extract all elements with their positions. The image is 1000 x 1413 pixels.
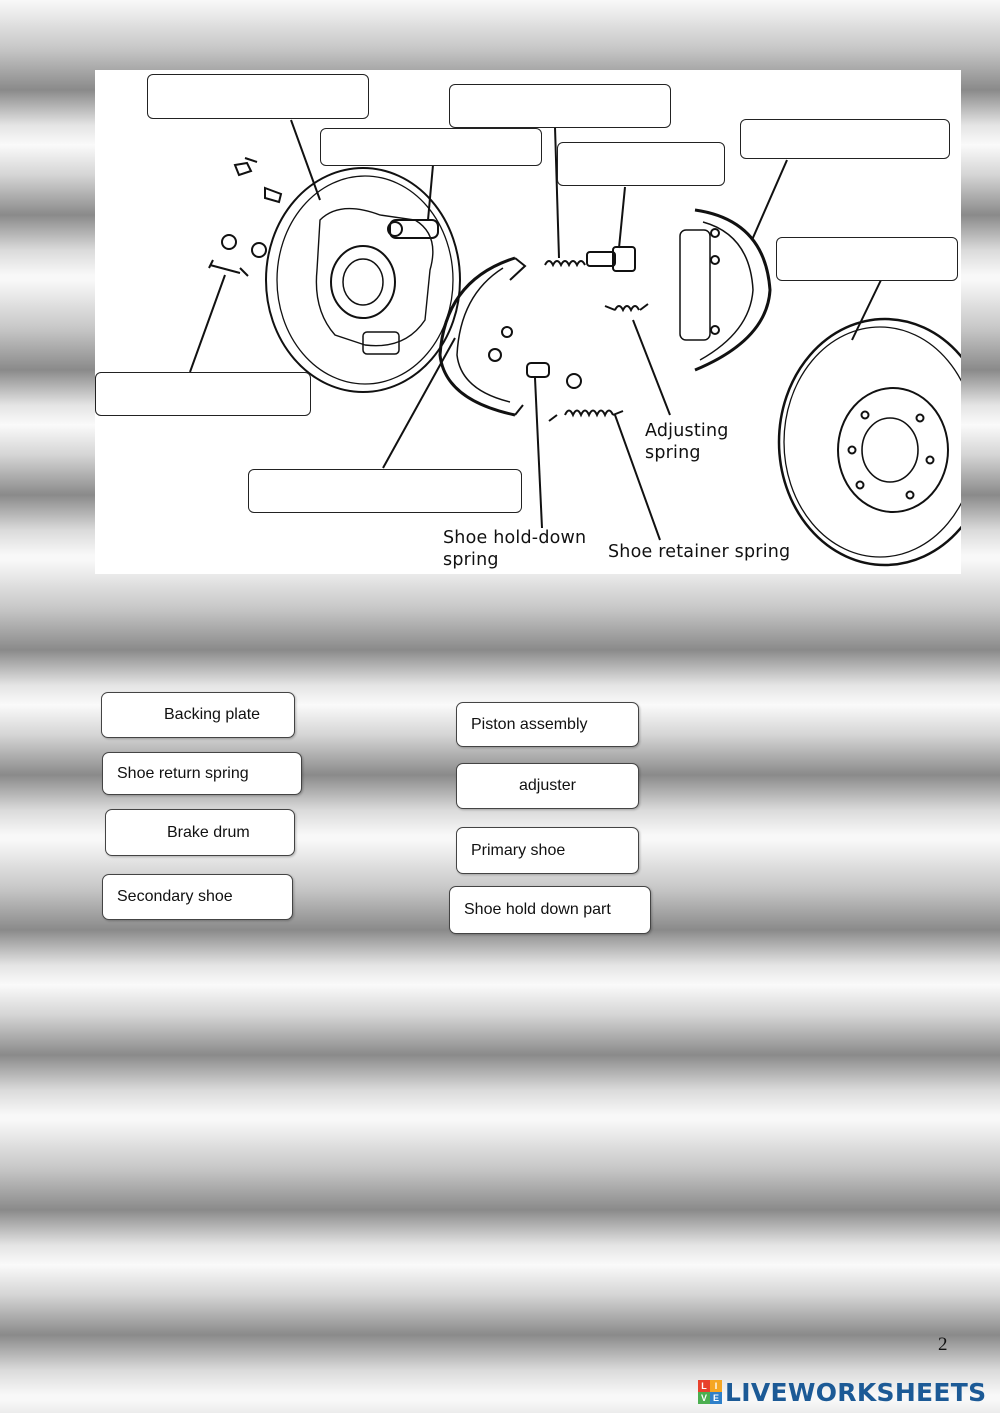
- answer-option-shoe-hold-down-part[interactable]: [449, 886, 651, 934]
- answer-option-label: Shoe hold down part: [464, 901, 611, 918]
- brand-name: LIVEWORKSHEETS: [725, 1377, 987, 1407]
- answer-option-label: Secondary shoe: [117, 888, 233, 905]
- answer-option-backing-plate[interactable]: [101, 692, 295, 738]
- drop-target-8[interactable]: [248, 469, 522, 513]
- drop-target-7[interactable]: [95, 372, 311, 416]
- drop-target-3[interactable]: [449, 84, 671, 128]
- adjusting-spring-label-line1: Adjusting: [645, 421, 729, 441]
- answer-option-brake-drum[interactable]: [105, 809, 295, 856]
- logo-letter: L: [698, 1380, 710, 1392]
- liveworksheets-brand[interactable]: [698, 1377, 986, 1407]
- answer-option-piston-assembly[interactable]: [456, 702, 639, 747]
- page-number: 2: [938, 1334, 948, 1355]
- logo-letter: E: [710, 1392, 722, 1404]
- answer-option-shoe-return-spring[interactable]: [102, 752, 302, 795]
- hold-down-spring-label-line2: spring: [443, 550, 499, 570]
- brake-assembly-diagram: [95, 70, 961, 574]
- liveworksheets-logo-icon: [698, 1380, 722, 1404]
- drop-target-6[interactable]: [776, 237, 958, 281]
- answer-option-label: Brake drum: [167, 823, 250, 841]
- answer-option-label: Primary shoe: [471, 841, 566, 859]
- retainer-spring-label: Shoe retainer spring: [608, 542, 791, 562]
- answer-option-label: Shoe return spring: [117, 764, 249, 782]
- drop-target-1[interactable]: [147, 74, 369, 119]
- answer-option-primary-shoe[interactable]: [456, 827, 639, 874]
- answer-option-adjuster[interactable]: [456, 763, 639, 809]
- drop-target-5[interactable]: [740, 119, 950, 159]
- hold-down-spring-label-line1: Shoe hold-down: [443, 528, 587, 548]
- adjusting-spring-label-line2: spring: [645, 443, 701, 463]
- answer-option-label: Piston assembly: [471, 715, 588, 733]
- drop-target-4[interactable]: [557, 142, 725, 186]
- drop-target-2[interactable]: [320, 128, 542, 166]
- answer-option-secondary-shoe[interactable]: [102, 874, 293, 920]
- logo-letter: V: [698, 1392, 710, 1404]
- answer-option-label: adjuster: [519, 777, 576, 794]
- logo-letter: I: [710, 1380, 722, 1392]
- answer-option-label: Backing plate: [164, 706, 261, 723]
